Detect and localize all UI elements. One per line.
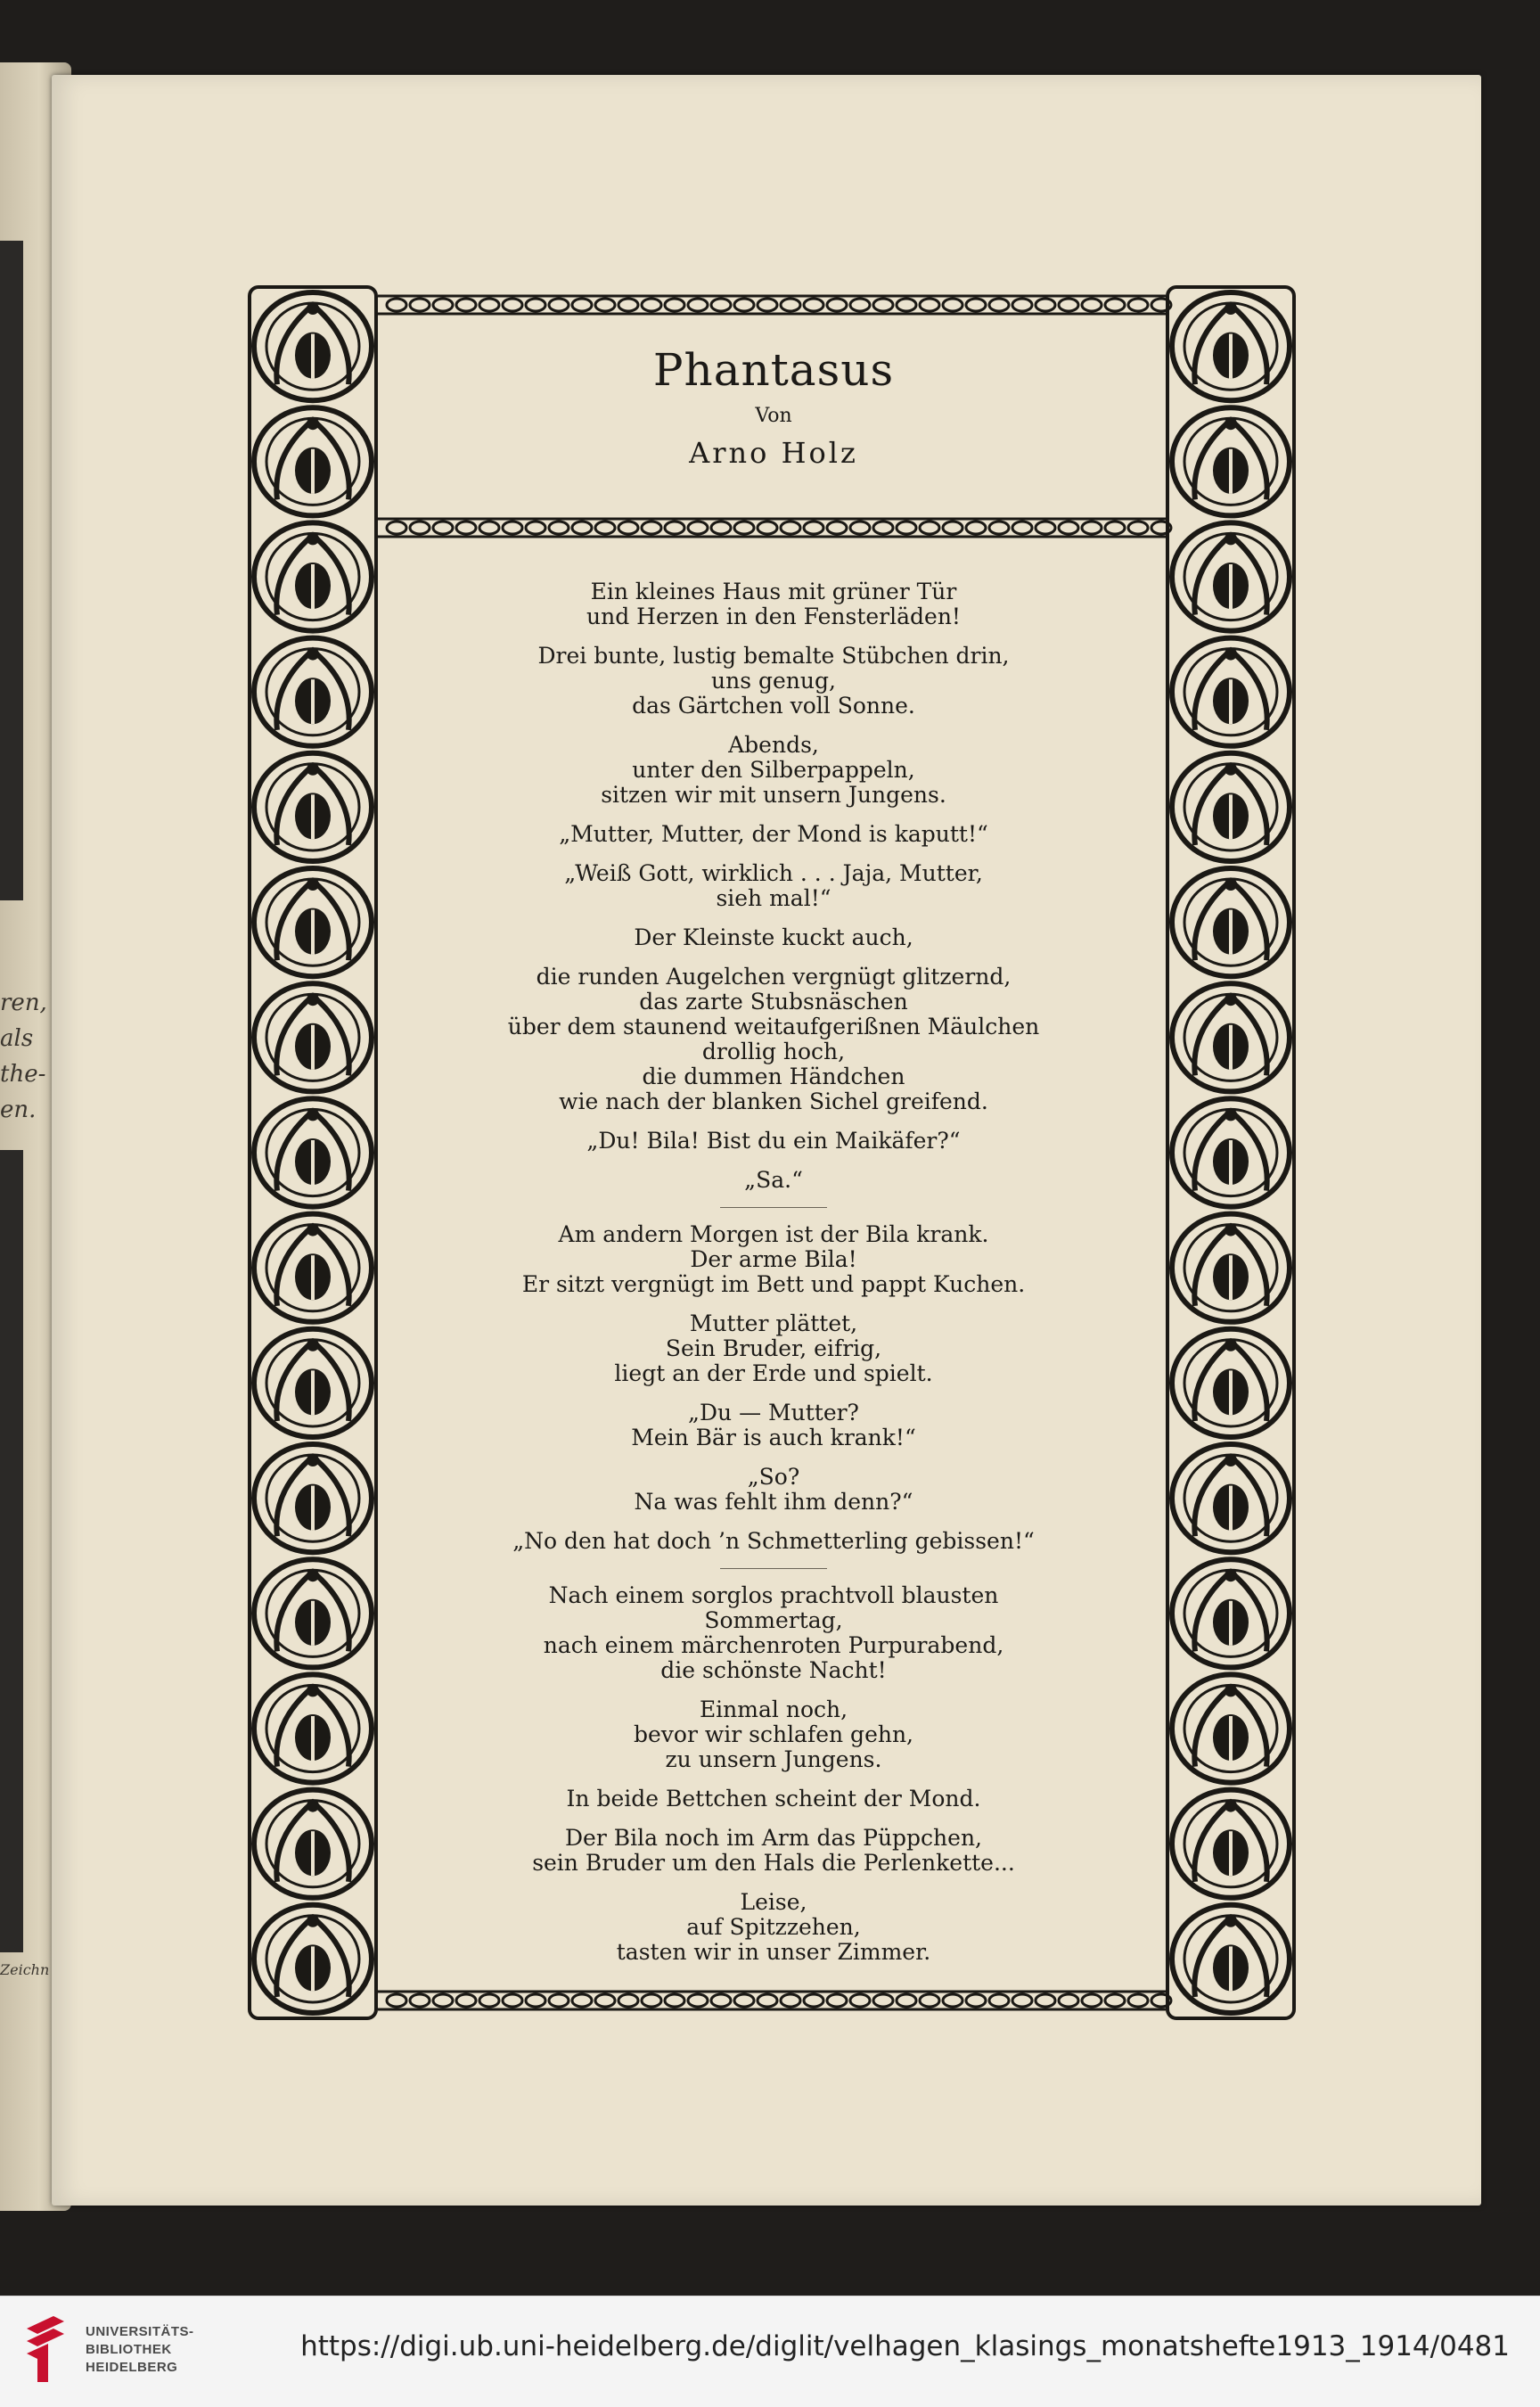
title-band-link: [410, 522, 430, 534]
poem-line: Sein Bruder, eifrig,: [665, 1335, 882, 1361]
bottom-band-link: [479, 1994, 499, 2007]
medallion-dot: [307, 1108, 319, 1121]
left-page-fragment: the-: [0, 1061, 46, 1088]
title-band-link: [1082, 522, 1102, 534]
title-band-link: [734, 522, 754, 534]
title-band-link: [827, 522, 847, 534]
top-band-link: [850, 299, 870, 311]
medallion-dot: [307, 1224, 319, 1236]
stanza: [426, 733, 1121, 808]
poem-line: Einmal noch,: [699, 1696, 848, 1722]
top-band-link: [503, 299, 522, 311]
title-band-link: [850, 522, 870, 534]
top-band-link: [943, 299, 962, 311]
poem-line: uns genug,: [711, 668, 836, 694]
bottom-band-link: [1036, 1994, 1055, 2007]
top-band-link: [456, 299, 476, 311]
permalink-url[interactable]: https://digi.ub.uni-heidelberg.de/diglit/velhagen_klasings_monatshefte1913_1914/0481: [300, 2330, 1510, 2362]
stanza: [426, 1529, 1121, 1554]
book-page: [52, 75, 1481, 2206]
bottom-band-link: [456, 1994, 476, 2007]
medallion-dot: [1225, 417, 1237, 430]
stanza: [426, 1583, 1121, 1683]
medallion-dot: [307, 417, 319, 430]
medallion-dot: [307, 1915, 319, 1927]
poem-line: Sommertag,: [704, 1607, 843, 1633]
poem-line: Der arme Bila!: [690, 1246, 857, 1272]
bottom-band-link: [595, 1994, 615, 2007]
poem-line: Na was fehlt ihm denn?“: [634, 1489, 913, 1515]
section-divider: [720, 1207, 827, 1208]
medallion-dot: [1225, 763, 1237, 776]
title-band-link: [642, 522, 661, 534]
title-band-link: [433, 522, 453, 534]
poem-line: die schönste Nacht!: [660, 1657, 887, 1683]
bottom-band-link: [804, 1994, 823, 2007]
medallion-dot: [1225, 302, 1237, 315]
top-band-link: [618, 299, 638, 311]
poem-line: das Gärtchen voll Sonne.: [632, 693, 915, 719]
title-block: [390, 310, 1157, 515]
stanza: [426, 1401, 1121, 1450]
stanza: [426, 1311, 1121, 1386]
title-band-link: [1036, 522, 1055, 534]
top-band-link: [1128, 299, 1148, 311]
title-band-link: [920, 522, 939, 534]
title-band-link: [618, 522, 638, 534]
poem-line: Der Kleinste kuckt auch,: [634, 924, 913, 950]
stanza: [426, 644, 1121, 719]
poem-line: „Du! Bila! Bist du ein Maikäfer?“: [586, 1128, 961, 1154]
title-band-link: [387, 522, 406, 534]
medallion-dot: [1225, 1800, 1237, 1812]
library-name-line: HEIDELBERG: [86, 2360, 178, 2375]
poem-line: Mutter plättet,: [689, 1310, 858, 1336]
poem-line: unter den Silberpappeln,: [632, 757, 915, 783]
medallion-dot: [307, 993, 319, 1006]
bottom-band-link: [989, 1994, 1009, 2007]
top-band-link: [1012, 299, 1032, 311]
left-page-image-strip: [0, 1150, 23, 1952]
poem-line: Ein kleines Haus mit grüner Tür: [590, 579, 957, 604]
top-band-link: [920, 299, 939, 311]
left-page-fragment: Zeichn: [0, 1961, 50, 1978]
bottom-band-link: [642, 1994, 661, 2007]
stanza: [426, 1890, 1121, 1965]
poem-line: die dummen Händchen: [642, 1064, 905, 1089]
medallion-dot: [1225, 1108, 1237, 1121]
bottom-band-link: [1105, 1994, 1125, 2007]
title-band-link: [1012, 522, 1032, 534]
top-band-link: [479, 299, 499, 311]
bottom-band-link: [1059, 1994, 1078, 2007]
title-band-link: [873, 522, 893, 534]
medallion-dot: [307, 1339, 319, 1351]
title-band-link: [966, 522, 986, 534]
bottom-band-link: [618, 1994, 638, 2007]
title-band-link: [503, 522, 522, 534]
bottom-band-link: [503, 1994, 522, 2007]
library-name-line: UNIVERSITÄTS-: [86, 2324, 194, 2339]
viewer-footer: [0, 2296, 1540, 2407]
poem-line: die runden Augelchen vergnügt glitzernd,: [536, 964, 1012, 990]
title-band-link: [943, 522, 962, 534]
top-band-link: [410, 299, 430, 311]
poem-line: drollig hoch,: [701, 1039, 846, 1064]
top-band-link: [1059, 299, 1078, 311]
top-band-link: [873, 299, 893, 311]
top-band-link: [966, 299, 986, 311]
medallion-dot: [1225, 993, 1237, 1006]
medallion-dot: [307, 878, 319, 891]
poem-line: tasten wir in unser Zimmer.: [616, 1939, 931, 1965]
left-page-fragment: ren,: [0, 990, 47, 1016]
top-band-link: [827, 299, 847, 311]
medallion-dot: [1225, 532, 1237, 545]
poem-line: nach einem märchenroten Purpurabend,: [543, 1632, 1004, 1658]
title-band-link: [1105, 522, 1125, 534]
stanza: [426, 1222, 1121, 1297]
top-band-link: [711, 299, 731, 311]
top-band-link: [642, 299, 661, 311]
medallion-dot: [1225, 1915, 1237, 1927]
poem-line: und Herzen in den Fensterläden!: [586, 604, 961, 629]
top-band-link: [688, 299, 708, 311]
title-band-link: [665, 522, 684, 534]
poem-line: „Mutter, Mutter, der Mond is kaputt!“: [559, 821, 988, 847]
top-band-link: [989, 299, 1009, 311]
medallion-dot: [307, 1569, 319, 1581]
top-band-link: [1082, 299, 1102, 311]
poem-line: Leise,: [740, 1889, 807, 1915]
bottom-band-link: [549, 1994, 569, 2007]
stanza: [426, 1129, 1121, 1154]
title-band-link: [804, 522, 823, 534]
title-band-link: [549, 522, 569, 534]
poem-line: „Du — Mutter?: [688, 1400, 859, 1425]
poem-line: Mein Bär is auch krank!“: [631, 1425, 916, 1450]
medallion-dot: [307, 1454, 319, 1466]
bottom-band-link: [827, 1994, 847, 2007]
medallion-dot: [307, 648, 319, 661]
poem-line: zu unsern Jungens.: [665, 1746, 882, 1772]
medallion-dot: [307, 532, 319, 545]
top-band-link: [734, 299, 754, 311]
top-band-link: [433, 299, 453, 311]
top-band-link: [758, 299, 777, 311]
top-band-link: [526, 299, 545, 311]
top-band-link: [665, 299, 684, 311]
bottom-band-link: [897, 1994, 916, 2007]
stanza: [426, 1465, 1121, 1515]
bottom-band-link: [873, 1994, 893, 2007]
bottom-band-link: [526, 1994, 545, 2007]
poem-line: bevor wir schlafen gehn,: [633, 1721, 914, 1747]
poem-line: „No den hat doch ’n Schmetterling gebissen!“: [512, 1528, 1035, 1554]
poem-line: Der Bila noch im Arm das Püppchen,: [564, 1825, 983, 1851]
poem-line: Er sitzt vergnügt im Bett und pappt Kuchen.: [521, 1271, 1026, 1297]
poem-line: wie nach der blanken Sichel greifend.: [559, 1088, 988, 1114]
poem-line: Nach einem sorglos prachtvoll blausten: [548, 1582, 999, 1608]
bottom-band-link: [850, 1994, 870, 2007]
bottom-band-link: [781, 1994, 800, 2007]
top-band-link: [804, 299, 823, 311]
bottom-band-link: [1128, 1994, 1148, 2007]
stanza: [426, 1826, 1121, 1876]
stanza: [426, 861, 1121, 911]
top-band-link: [1105, 299, 1125, 311]
bottom-band-link: [572, 1994, 592, 2007]
poem-line: „Sa.“: [744, 1167, 803, 1193]
poem-body: [426, 579, 1121, 1979]
title-band-link: [781, 522, 800, 534]
title-band-link: [711, 522, 731, 534]
poem-line: sitzen wir mit unsern Jungens.: [601, 782, 946, 808]
poem-line: auf Spitzzehen,: [686, 1914, 861, 1940]
title-band-link: [572, 522, 592, 534]
top-band-link: [387, 299, 406, 311]
title-band-link: [479, 522, 499, 534]
stanza: [426, 1168, 1121, 1193]
section-divider: [720, 1568, 827, 1569]
stanza: [426, 965, 1121, 1114]
medallion-dot: [1225, 648, 1237, 661]
bottom-band-link: [711, 1994, 731, 2007]
title-band-link: [526, 522, 545, 534]
medallion-dot: [307, 302, 319, 315]
medallion-dot: [1225, 1224, 1237, 1236]
medallion-dot: [307, 1800, 319, 1812]
title-band-link: [456, 522, 476, 534]
medallion-dot: [1225, 1569, 1237, 1581]
poem-line: das zarte Stubsnäschen: [639, 989, 908, 1015]
stanza: [426, 822, 1121, 847]
left-page-image-strip: [0, 241, 23, 900]
title-band-link: [688, 522, 708, 534]
top-band-link: [781, 299, 800, 311]
medallion-dot: [1225, 1454, 1237, 1466]
poem-line: Drei bunte, lustig bemalte Stübchen drin,: [537, 643, 1010, 669]
left-page-fragment: en.: [0, 1097, 37, 1123]
poem-line: „Weiß Gott, wirklich . . . Jaja, Mutter,: [564, 860, 983, 886]
library-name: [86, 2323, 194, 2377]
poem-title: Phantasus: [652, 344, 895, 396]
bottom-band-link: [734, 1994, 754, 2007]
bottom-band-link: [966, 1994, 986, 2007]
title-band-link: [758, 522, 777, 534]
byline: Von: [755, 405, 792, 427]
poem-line: sieh mal!“: [716, 885, 831, 911]
library-name-line: BIBLIOTHEK: [86, 2342, 172, 2357]
bottom-band-link: [410, 1994, 430, 2007]
poem-line: liegt an der Erde und spielt.: [614, 1360, 933, 1386]
medallion-dot: [1225, 1339, 1237, 1351]
poem-line: über dem staunend weitaufgerißnen Mäulchen: [507, 1014, 1040, 1039]
title-band-link: [1128, 522, 1148, 534]
university-logo-icon[interactable]: [18, 2311, 75, 2389]
poem-line: sein Bruder um den Hals die Perlenkette...: [532, 1850, 1015, 1876]
stanza: [426, 925, 1121, 950]
stanza: [426, 1787, 1121, 1811]
bottom-band-link: [1082, 1994, 1102, 2007]
title-band-link: [1059, 522, 1078, 534]
stanza: [426, 579, 1121, 629]
title-band-link: [989, 522, 1009, 534]
top-band-link: [595, 299, 615, 311]
bottom-band-link: [758, 1994, 777, 2007]
author-name: Arno Holz: [689, 436, 858, 470]
bottom-band-link: [943, 1994, 962, 2007]
title-band-link: [897, 522, 916, 534]
bottom-band-link: [688, 1994, 708, 2007]
top-band-link: [1036, 299, 1055, 311]
bottom-band-link: [1012, 1994, 1032, 2007]
left-page-fragment: als: [0, 1025, 34, 1052]
bottom-band-link: [665, 1994, 684, 2007]
title-band-link: [595, 522, 615, 534]
medallion-dot: [307, 1684, 319, 1696]
poem-line: In beide Bettchen scheint der Mond.: [566, 1786, 981, 1811]
medallion-dot: [1225, 1684, 1237, 1696]
bottom-band-link: [387, 1994, 406, 2007]
top-band-link: [572, 299, 592, 311]
medallion-dot: [1225, 878, 1237, 891]
bottom-band-link: [920, 1994, 939, 2007]
top-band-link: [897, 299, 916, 311]
stanza: [426, 1697, 1121, 1772]
top-band-link: [549, 299, 569, 311]
poem-line: Am andern Morgen ist der Bila krank.: [558, 1221, 989, 1247]
poem-line: Abends,: [728, 732, 819, 758]
poem-line: „So?: [747, 1464, 800, 1490]
medallion-dot: [307, 763, 319, 776]
bottom-band-link: [433, 1994, 453, 2007]
